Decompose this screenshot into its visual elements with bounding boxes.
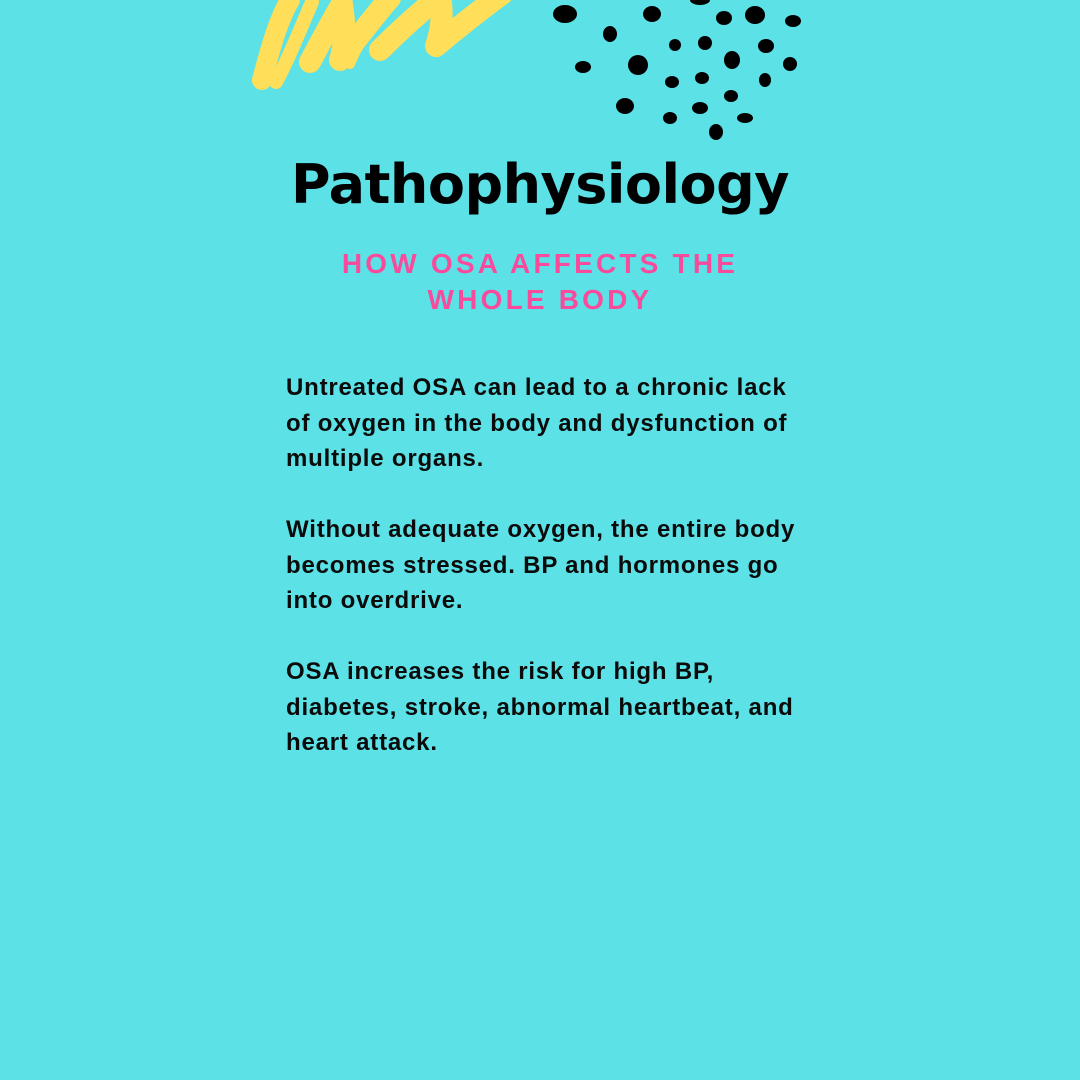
dot-group [553,0,801,140]
dot [737,113,753,123]
page-subtitle: HOW OSA AFFECTS THE WHOLE BODY [341,248,739,315]
dot [603,26,617,42]
dot [692,102,708,114]
dot [690,0,710,5]
dot [759,73,771,87]
paragraph-untreated-osa: Untreated OSA can lead to a chronic lack of oxygen in the body and dysfunction of multiple organs. [286,374,788,472]
dot [628,55,648,75]
dot [665,76,679,88]
dot [553,5,577,23]
dot [724,90,738,102]
page-title: Pathophysiology [291,153,789,216]
black-dot-pattern [540,0,820,150]
dot [745,6,765,24]
dot [669,39,681,51]
dot [643,6,661,22]
dot [709,124,723,140]
dot [695,72,709,84]
paragraph-osa-risks: OSA increases the risk for high BP, diabetes, stroke, abnormal heartbeat, and heart attack. [286,658,794,756]
dot [758,39,774,53]
dot [575,61,591,73]
yellow-brush-scribble [240,0,540,100]
dot [698,36,712,50]
paragraph-inadequate-oxygen: Without adequate oxygen, the entire body becomes stressed. BP and hormones go into overdrive. [286,516,796,614]
dot [724,51,740,69]
scribble-stroke-4 [380,0,502,50]
scribble-strokes [262,0,502,82]
dot [716,11,732,25]
dot [785,15,801,27]
dot [783,57,797,71]
body-text-block [286,370,796,796]
dot [663,112,677,124]
dot [616,98,634,114]
